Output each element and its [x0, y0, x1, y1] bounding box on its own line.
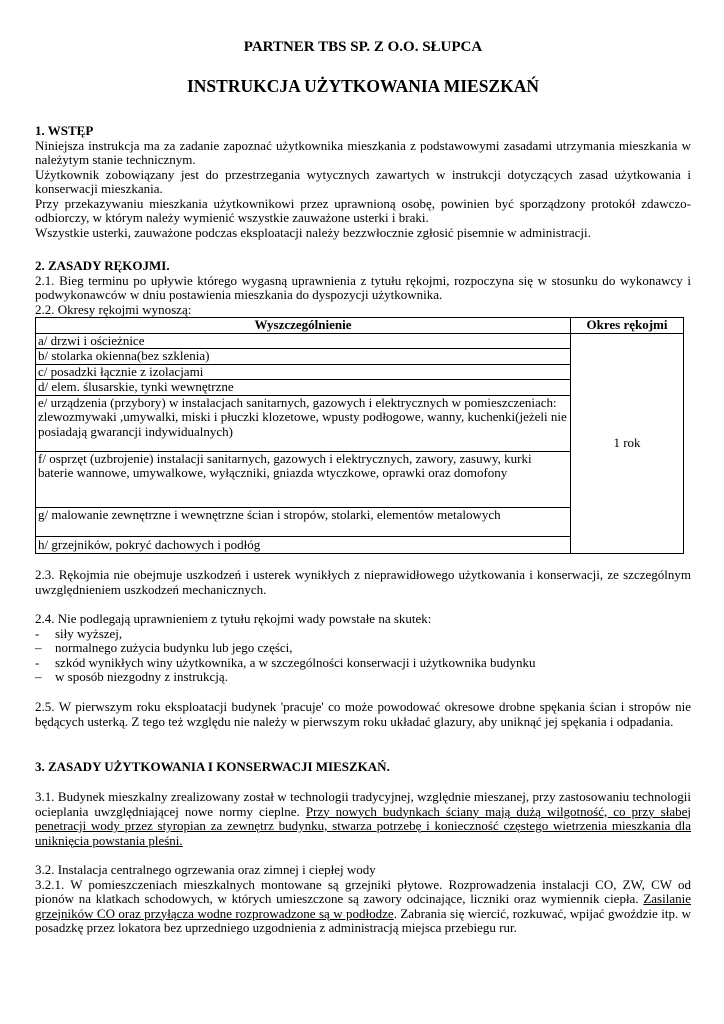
paragraph-text: . Zabrania się wiercić, rozkuwać, wpijać gwoździe itp. w posadzkę przez lokatora bez uprzedniego uzgodnienia z administracją miejsca przebiegu rur.: [35, 905, 691, 935]
document-title: INSTRUKCJA UŻYTKOWANIA MIESZKAŃ: [186, 76, 539, 96]
table-header-row: [36, 318, 684, 334]
list-marker: -: [35, 625, 40, 641]
company-name: PARTNER TBS SP. Z O.O. SŁUPCA: [243, 39, 483, 55]
paragraph: Wszystkie usterki, zauważone podczas eksploatacji należy bezzwłocznie zgłosić pisemnie w administracji.: [35, 224, 591, 240]
underlined-text: Zasilanie grzejników CO oraz przyłącza wodne rozprowadzone są w podłodze: [35, 891, 691, 921]
table-cell: b/ stolarka okienna(bez szklenia): [36, 349, 571, 365]
paragraph: 2.4. Nie podlegają uprawnieniem z tytułu rękojmi wady powstałe na skutek:: [35, 611, 432, 626]
warranty-periods-table: [35, 317, 684, 554]
column-header: Wyszczególnienie: [36, 318, 571, 334]
paragraph: Niniejsza instrukcja ma za zadanie zapoznać użytkownika mieszkania z podstawowymi zasadami utrzymania mieszkania w należytym stanie technicznym.: [35, 137, 691, 167]
section-heading-usage: 3. ZASADY UŻYTKOWANIA I KONSERWACJI MIESZKAŃ.: [35, 759, 390, 774]
underlined-text: Przy nowych budynkach ściany mają dużą wilgotność, co przy słabej penetracji wody przez styropian za zewnętrz budynku, stwarza potrzebę i konieczność częstego wietrzenia mieszkania dla uniknięcia powstania pleśni.: [35, 803, 691, 848]
table-cell: f/ osprzęt (uzbrojenie) instalacji sanitarnych, gazowych i elektrycznych, zawory, zasuwy, kurki baterie wannowe, umywalkowe, wyłączniki, gniazda wtyczkowe, oprawki oraz domofony: [36, 451, 571, 507]
warranty-period-cell: 1 rok: [571, 333, 684, 553]
section-warranty: [35, 259, 691, 317]
paragraph: Użytkownik zobowiązany jest do przestrzegania wytycznych zawartych w instrukcji dotyczących zasad użytkowania i konserwacji mieszkania.: [35, 166, 691, 196]
subsection-3-2: [35, 863, 691, 936]
list-item: [35, 641, 691, 656]
section-heading: 2. ZASADY RĘKOJMI.: [35, 258, 170, 273]
list-marker: –: [35, 640, 42, 655]
section-introduction: [35, 124, 691, 240]
paragraph-text: 3.1. Budynek mieszkalny zrealizowany został w technologii tradycyjnej, względnie mieszanej, przy zastosowaniu technologii ocieplania uwzględniającej nowe normy cieplne.: [35, 789, 691, 819]
paragraph-3-2-1: [35, 878, 691, 936]
list-item-text: w sposób niezgodny z instrukcją.: [55, 669, 228, 684]
list-item: [35, 670, 691, 685]
list-item-text: normalnego zużycia budynku lub jego części,: [55, 640, 293, 655]
paragraph: 2.1. Bieg terminu po upływie którego wygasną uprawnienia z tytułu rękojmi, rozpoczyna się w stosunku do wykonawcy i podwykonawców w dniu postawienia mieszkania do dyspozycji użytkownika.: [35, 272, 691, 302]
section-heading: 1. WSTĘP: [35, 123, 94, 138]
column-header: Okres rękojmi: [571, 318, 684, 334]
list-item-text: siły wyższej,: [55, 625, 123, 641]
paragraph-text: 3.2.1. W pomieszczeniach mieszkalnych montowane są grzejniki płytowe. Rozprowadzenia instalacji CO, ZW, CW od pionów na klatkach schodowych, w których umieszczone są zawory odcinające, liczniki oraz wymiennik ciepła.: [35, 876, 691, 906]
paragraph-2-5: 2.5. W pierwszym roku eksploatacji budynek 'pracuje' co może powodować okresowe drobne spękania ścian i stropów nie będących usterką. Z tego też względu nie należy w pierwszym roku układać glazury, aby uniknąć jej spękania i odpadania.: [35, 699, 691, 729]
list-item-text: szkód wynikłych winy użytkownika, a w szczególności konserwacji i użytkownika budynku: [55, 654, 536, 670]
paragraph-2-4: [35, 612, 691, 685]
list-marker: –: [35, 669, 42, 684]
table-cell: c/ posadzki łącznie z izolacjami: [36, 364, 571, 380]
paragraph-2-3: 2.3. Rękojmia nie obejmuje uszkodzeń i usterek wynikłych z nieprawidłowego użytkowania i konserwacji, ze szczególnym uwzględnieniem uszkodzeń mechanicznych.: [35, 567, 691, 597]
paragraph: Przy przekazywaniu mieszkania użytkownikowi przez uprawnioną osobę, powinien być sporządzony protokół zdawczo-odbiorczy, w którym należy wymienić wszystkie zauważone usterki i braki.: [35, 195, 691, 225]
table-cell: d/ elem. ślusarskie, tynki wewnętrzne: [36, 380, 571, 396]
list-item: [35, 627, 691, 642]
table-cell: g/ malowanie zewnętrzne i wewnętrzne ścian i stropów, stolarki, elementów metalowych: [36, 507, 571, 536]
list-item: [35, 656, 691, 671]
list-marker: -: [35, 654, 40, 670]
warranty-table-wrap: [35, 317, 691, 554]
table-cell: a/ drzwi i ościeżnice: [36, 333, 571, 349]
table-cell: h/ grzejników, pokryć dachowych i podłóg: [36, 536, 571, 553]
paragraph: 3.2. Instalacja centralnego ogrzewania oraz zimnej i ciepłej wody: [35, 862, 376, 877]
table-cell: e/ urządzenia (przybory) w instalacjach sanitarnych, gazowych i elektrycznych w pomieszczeniach: zlewozmywaki ,umywalki, miski i płuczki klozetowe, wpusty podłogowe, wanny, kuchenki(jeżeli nie posiadają gwarancji indywidualnych): [36, 395, 571, 451]
paragraph: 2.2. Okresy rękojmi wynoszą:: [35, 301, 192, 317]
paragraph-3-1: [35, 790, 691, 848]
table-row: [36, 333, 684, 349]
